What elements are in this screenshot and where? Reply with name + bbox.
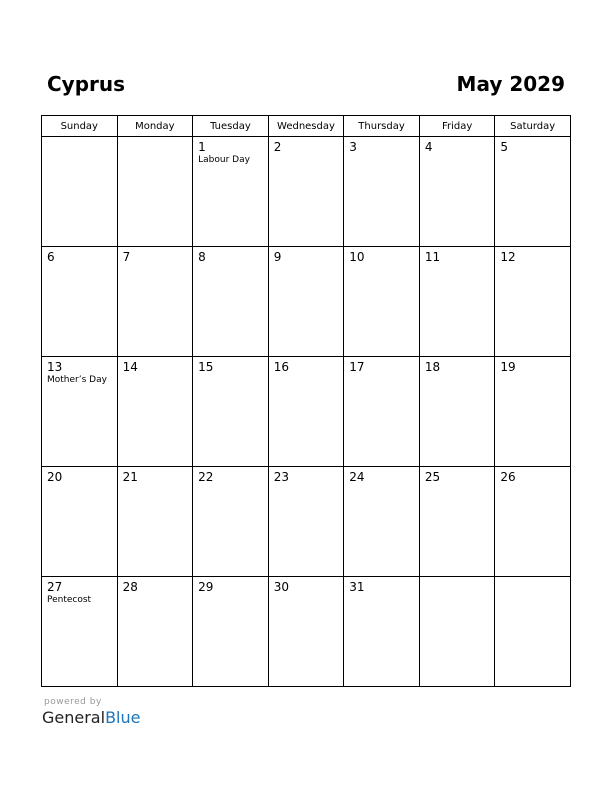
day-number: 6 bbox=[47, 250, 55, 264]
holiday-label bbox=[344, 264, 419, 265]
day-cell bbox=[344, 467, 420, 577]
day-number: 26 bbox=[500, 470, 516, 484]
day-cell bbox=[193, 137, 269, 247]
holiday-label bbox=[420, 580, 495, 581]
day-number: 12 bbox=[500, 250, 516, 264]
holiday-label bbox=[193, 484, 268, 485]
day-cell bbox=[117, 137, 193, 247]
day-cell bbox=[117, 247, 193, 357]
day-number: 1 bbox=[198, 140, 206, 154]
holiday-label bbox=[269, 484, 344, 485]
day-number: 2 bbox=[273, 140, 282, 154]
holiday-label bbox=[420, 154, 495, 155]
holiday-label bbox=[193, 374, 268, 375]
day-cell bbox=[268, 357, 344, 467]
day-number: 27 bbox=[47, 580, 63, 594]
day-cell bbox=[495, 137, 571, 247]
day-cell bbox=[419, 467, 495, 577]
day-number: 5 bbox=[500, 140, 509, 154]
day-cell bbox=[268, 247, 344, 357]
holiday-label bbox=[193, 594, 268, 595]
day-cell bbox=[193, 467, 269, 577]
holiday-label bbox=[118, 374, 193, 375]
holiday-label bbox=[269, 264, 344, 265]
day-number: 15 bbox=[198, 360, 214, 374]
day-cell bbox=[344, 247, 420, 357]
day-number: 29 bbox=[198, 580, 214, 594]
day-number: 23 bbox=[273, 470, 289, 484]
day-number: 16 bbox=[273, 360, 289, 374]
day-number: 18 bbox=[424, 360, 441, 374]
holiday-label bbox=[495, 484, 570, 485]
holiday-label bbox=[344, 374, 419, 375]
holiday-label bbox=[42, 264, 117, 265]
holiday-label bbox=[269, 154, 344, 155]
day-number: 3 bbox=[349, 140, 357, 154]
day-number: 17 bbox=[349, 360, 365, 374]
day-number: 7 bbox=[122, 250, 131, 264]
day-cell bbox=[419, 357, 495, 467]
day-number: 11 bbox=[424, 250, 441, 264]
weekday-header: Sunday bbox=[42, 116, 118, 137]
brand-name-blue: Blue bbox=[105, 708, 141, 727]
day-cell bbox=[42, 577, 118, 687]
day-number: 20 bbox=[47, 470, 63, 484]
day-number: 24 bbox=[349, 470, 365, 484]
day-cell bbox=[268, 467, 344, 577]
day-cell bbox=[193, 357, 269, 467]
day-cell bbox=[117, 577, 193, 687]
day-cell bbox=[42, 357, 118, 467]
holiday-label: Labour Day bbox=[198, 155, 250, 165]
holiday-label: Pentecost bbox=[47, 595, 92, 605]
day-number: 10 bbox=[349, 250, 365, 264]
day-number: 30 bbox=[273, 580, 289, 594]
holiday-label bbox=[269, 594, 344, 595]
holiday-label bbox=[118, 594, 193, 595]
week-row bbox=[42, 247, 571, 357]
holiday-label bbox=[420, 264, 495, 265]
holiday-label bbox=[118, 264, 193, 265]
day-number: 9 bbox=[273, 250, 282, 264]
holiday-label bbox=[269, 374, 344, 375]
day-number: 22 bbox=[198, 470, 214, 484]
day-number: 14 bbox=[122, 360, 138, 374]
day-number: 8 bbox=[198, 250, 206, 264]
day-cell bbox=[419, 137, 495, 247]
calendar-country-title: Cyprus bbox=[47, 72, 126, 96]
day-number: 13 bbox=[47, 360, 63, 374]
weekday-header: Thursday bbox=[344, 116, 420, 137]
day-cell bbox=[419, 577, 495, 687]
holiday-label bbox=[118, 140, 193, 141]
day-number: 4 bbox=[424, 140, 433, 154]
holiday-label bbox=[42, 484, 117, 485]
day-cell bbox=[419, 247, 495, 357]
day-number: 25 bbox=[424, 470, 441, 484]
holiday-label bbox=[42, 140, 117, 141]
holiday-label bbox=[344, 154, 419, 155]
holiday-label: Mother’s Day bbox=[47, 375, 107, 385]
weekday-header: Saturday bbox=[495, 116, 571, 137]
powered-by-label: powered by bbox=[44, 697, 102, 707]
day-cell bbox=[344, 137, 420, 247]
day-cell bbox=[268, 577, 344, 687]
day-cell bbox=[42, 137, 118, 247]
brand-name-general: General bbox=[42, 708, 106, 727]
day-cell bbox=[495, 467, 571, 577]
calendar-grid bbox=[41, 115, 571, 687]
day-number: 28 bbox=[122, 580, 138, 594]
holiday-label bbox=[420, 484, 495, 485]
day-cell bbox=[117, 357, 193, 467]
holiday-label bbox=[495, 374, 570, 375]
footer-brand-block bbox=[42, 696, 140, 728]
week-row bbox=[42, 137, 571, 247]
holiday-label bbox=[495, 264, 570, 265]
weekday-header-row bbox=[42, 116, 571, 137]
day-cell bbox=[495, 357, 571, 467]
day-cell bbox=[495, 247, 571, 357]
holiday-label bbox=[495, 154, 570, 155]
day-cell bbox=[193, 577, 269, 687]
weekday-header: Monday bbox=[117, 116, 193, 137]
calendar-month-title: May 2029 bbox=[456, 72, 565, 96]
day-cell bbox=[42, 467, 118, 577]
holiday-label bbox=[118, 484, 193, 485]
day-cell bbox=[344, 357, 420, 467]
holiday-label bbox=[420, 374, 495, 375]
day-cell bbox=[193, 247, 269, 357]
brand-logo[interactable] bbox=[42, 708, 140, 728]
week-row bbox=[42, 467, 571, 577]
week-row bbox=[42, 357, 571, 467]
holiday-label bbox=[344, 484, 419, 485]
week-row bbox=[42, 577, 571, 687]
day-number: 31 bbox=[349, 580, 365, 594]
day-number: 21 bbox=[122, 470, 138, 484]
day-cell bbox=[344, 577, 420, 687]
holiday-label bbox=[344, 594, 419, 595]
day-cell bbox=[117, 467, 193, 577]
holiday-label bbox=[495, 580, 570, 581]
day-number: 19 bbox=[500, 360, 516, 374]
day-cell bbox=[495, 577, 571, 687]
weekday-header: Wednesday bbox=[268, 116, 344, 137]
weekday-header: Tuesday bbox=[193, 116, 269, 137]
day-cell bbox=[42, 247, 118, 357]
holiday-label bbox=[193, 264, 268, 265]
weekday-header: Friday bbox=[419, 116, 495, 137]
day-cell bbox=[268, 137, 344, 247]
